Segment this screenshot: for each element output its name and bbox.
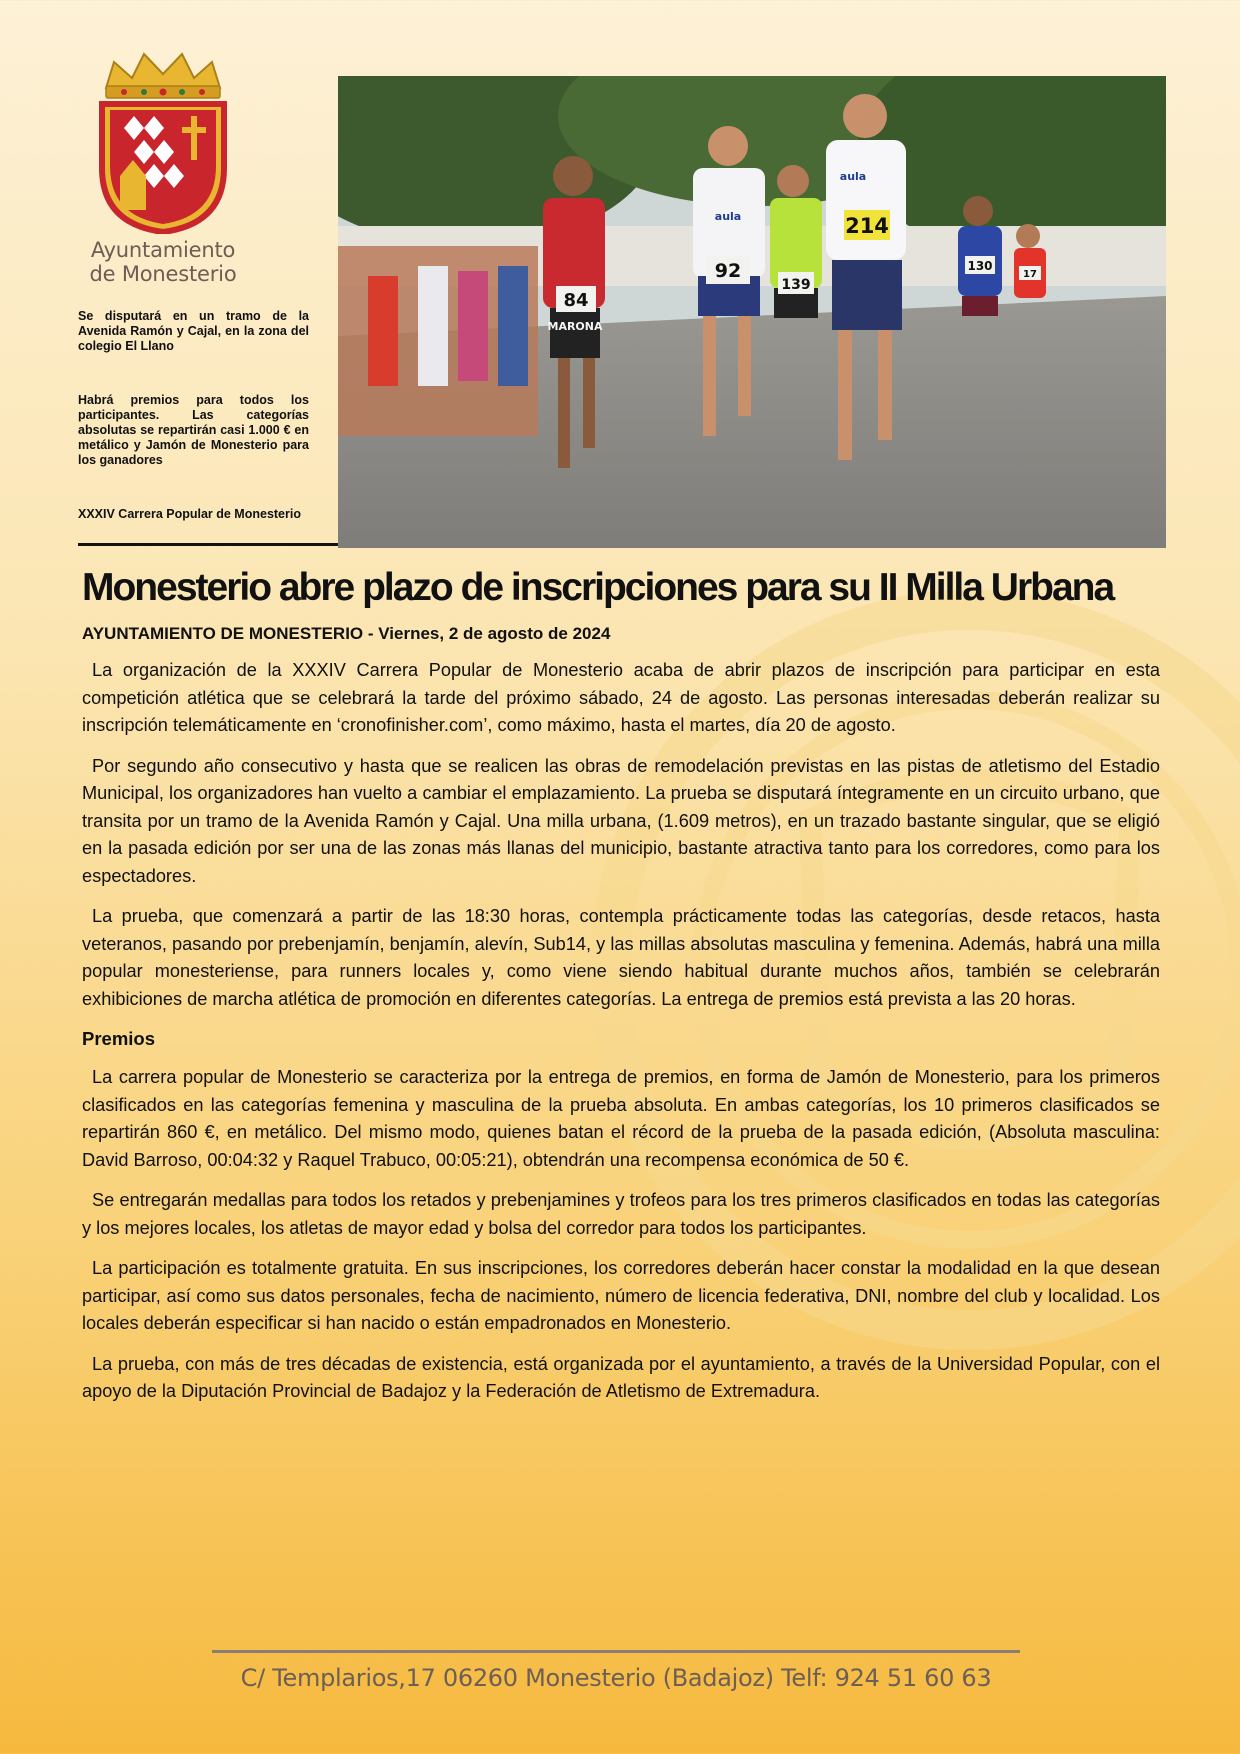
shirt-text-2: aula <box>839 170 867 183</box>
article-paragraph: La carrera popular de Monesterio se caracteriza por la entrega de premios, en forma de Jamón de Monesterio, para los primeros clasificados en las categorías femenina y masculina de la prueba absoluta. En ambas categorías, los 10 primeros clasificados se repartirán 860 €, en metálico. Del mismo modo, quienes batan el récord de la prueba de la pasada edición, (Absoluta masculina: David Barroso, 00:04:32 y Raquel Trabuco, 00:05:21), obtendrán una recompensa económica de 50 €. <box>82 1067 1160 1170</box>
article-paragraph: Por segundo año consecutivo y hasta que se realicen las obras de remodelación previstas en las pistas de atletismo del Estadio Municipal, los organizadores han vuelto a cambiar el emplazamiento. La prueba se disputará íntegramente en un circuito urbano, que transita por un tramo de la Avenida Ramón y Cajal. Una milla urbana, (1.609 metros), en un trazado bastante singular, que se eligió en la pasada edición por ser una de las zonas más llanas del municipio, bastante atractiva tanto para los corredores, como para los espectadores. <box>82 755 1160 886</box>
article-paragraph: La prueba, con más de tres décadas de existencia, está organizada por el ayuntamiento, a través de la Universidad Popular, con el apoyo de la Diputación Provincial de Badajoz y la Federación de Atletismo de Extremadura. <box>82 1353 1160 1401</box>
article-paragraph: La organización de la XXXIV Carrera Popular de Monesterio acaba de abrir plazos de inscripción para participar en esta competición atlética que se celebrará la tarde del próximo sábado, 24 de agosto. Las personas interesadas deberán realizar su inscripción telemáticamente en ‘cronofinisher.com’, como máximo, hasta el martes, día 20 de agosto. <box>82 660 1160 735</box>
bib-130: 130 <box>967 259 993 273</box>
footer-divider <box>212 1650 1020 1653</box>
bib-17: 17 <box>1023 269 1037 280</box>
article-paragraph: La prueba, que comenzará a partir de las 18:30 horas, contempla prácticamente todas las categorías, desde retacos, hasta veteranos, pasando por prebenjamín, benjamín, alevín, Sub14, y las millas absolutas masculina y femenina. Además, habrá una milla popular monesteriense, para runners locales y, como viene siendo habitual durante muchos años, también se celebrarán exhibiciones de marcha atlética de promoción en diferentes categorías. La entrega de premios está prevista a las 20 horas. <box>82 906 1160 1009</box>
bib-84: 84 <box>563 290 589 311</box>
article-byline: AYUNTAMIENTO DE MONESTERIO - Viernes, 2 de agosto de 2024 <box>82 624 611 643</box>
article-headline: Monesterio abre plazo de inscripciones para su II Milla Urbana <box>82 566 1114 609</box>
photo-caption-location: Se disputará en un tramo de la Avenida Ramón y Cajal, en la zona del colegio El Llano <box>78 309 309 353</box>
municipal-logo <box>88 48 238 286</box>
shirt-text-1: aula <box>714 210 742 223</box>
logo-text <box>88 238 238 286</box>
sidebar-divider <box>78 543 338 546</box>
bib-214: 214 <box>845 214 889 238</box>
bib-139: 139 <box>781 277 811 293</box>
footer-address: C/ Templarios,17 06260 Monesterio (Badajoz) Telf: 924 51 60 63 <box>240 1664 992 1692</box>
crown-icon <box>106 54 220 98</box>
article-body <box>82 657 1160 1419</box>
article-paragraph: Se entregarán medallas para todos los retados y prebenjamines y trofeos para los tres primeros clasificados en todas las categorías y los mejores locales, los atletas de mayor edad y bolsa del corredor para todos los participantes. <box>82 1190 1160 1238</box>
photo-caption-prizes: Habrá premios para todos los participantes. Las categorías absolutas se repartirán casi 1.000 € en metálico y Jamón de Monesterio para los ganadores <box>78 393 309 467</box>
shirt-text-3: MARONA <box>547 320 603 333</box>
logo-text-line1: Ayuntamiento <box>90 238 236 262</box>
logo-text-line2: de Monesterio <box>89 262 237 286</box>
article-paragraph: La participación es totalmente gratuita. En sus inscripciones, los corredores deberán hacer constar la modalidad en la que desean participar, así como sus datos personales, fecha de nacimiento, número de licencia federativa, DNI, nombre del club y localidad. Los locales deberán especificar si han nacido o están empadronados en Monesterio. <box>82 1258 1160 1333</box>
bib-92: 92 <box>714 260 742 282</box>
photo-caption-event: XXXIV Carrera Popular de Monesterio <box>78 507 301 521</box>
coat-of-arms-icon <box>94 48 232 234</box>
race-photo <box>338 76 1166 548</box>
section-heading-premios: Premios <box>82 1028 156 1049</box>
